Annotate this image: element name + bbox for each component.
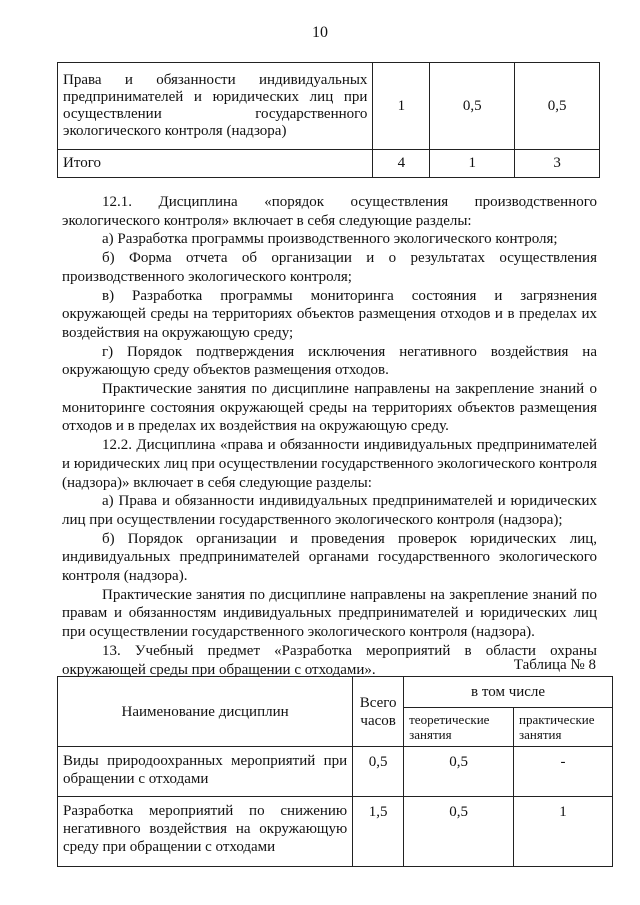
- column-header-theory: теоретические занятия: [404, 708, 514, 747]
- theory-hours-cell: 0,5: [404, 747, 514, 797]
- practice-hours-cell: 3: [515, 150, 600, 178]
- practice-hours-cell: -: [514, 747, 613, 797]
- table-header-row: [58, 677, 613, 708]
- theory-hours-cell: 0,5: [430, 63, 515, 150]
- table-row: [58, 63, 600, 150]
- column-header-total: Всего часов: [353, 677, 404, 747]
- theory-hours-cell: 1: [430, 150, 515, 178]
- list-item: а) Разработка программы производственного экологического контроля;: [102, 231, 558, 248]
- practice-hours-cell: 0,5: [515, 63, 600, 150]
- total-label-cell: Итого: [58, 150, 373, 178]
- list-item: а) Права и обязанности индивидуальных предпринимателей и юридических лиц при осуществлении государственного экологического контроля (надзора);: [62, 493, 597, 528]
- discipline-name-cell: Права и обязанности индивидуальных предпринимателей и юридических лиц при осуществлении государственного экологического контроля (надзора): [58, 63, 373, 150]
- practice-hours-cell: 1: [514, 797, 613, 867]
- total-hours-cell: 0,5: [353, 747, 404, 797]
- page-number: 10: [312, 24, 328, 41]
- table-row-total: [58, 150, 600, 178]
- list-item: б) Порядок организации и проведения проверок юридических лиц, индивидуальных предпринимателей органами государственного экологического контроля (надзора).: [62, 530, 597, 585]
- section-13-paragraph: 13. Учебный предмет «Разработка мероприятий в области охраны окружающей среды при обращении с отходами».: [62, 642, 597, 678]
- hours-table-continued: [57, 62, 600, 178]
- list-item: б) Форма отчета об организации и о результатах осуществления производственного экологического контроля;: [62, 250, 597, 285]
- practice-paragraph: Практические занятия по дисциплине направлены на закрепление знаний по правам и обязанностям индивидуальных предпринимателей и юридических лиц при осуществлении государственного экологического контроля (надзора).: [62, 586, 597, 641]
- section-12-1-paragraph: 12.1. Дисциплина «порядок осуществления производственного экологического контроля» включает в себя следующие разделы:: [62, 194, 597, 229]
- total-hours-cell: 1: [373, 63, 430, 150]
- column-header-name: Наименование дисциплин: [58, 677, 353, 747]
- section-12-2-paragraph: 12.2. Дисциплина «права и обязанности индивидуальных предпринимателей и юридических лиц при осуществлении государственного экологического контроля (надзора)» включает в себя следующие разделы:: [62, 437, 597, 491]
- list-item: г) Порядок подтверждения исключения негативного воздействия на окружающую среду объектов размещения отходов.: [62, 343, 597, 379]
- discipline-name-cell: Виды природоохранных мероприятий при обращении с отходами: [58, 747, 353, 797]
- body-text: [62, 193, 597, 679]
- practice-paragraph: Практические занятия по дисциплине направлены на закрепление знаний о мониторинге состояния окружающей среды на территориях объектов размещения отходов и в пределах их воздействия на окружающую среду.: [62, 381, 597, 435]
- table-row: [58, 747, 613, 797]
- theory-hours-cell: 0,5: [404, 797, 514, 867]
- total-hours-cell: 1,5: [353, 797, 404, 867]
- discipline-name-cell: Разработка мероприятий по снижению негативного воздействия на окружающую среду при обращении с отходами: [58, 797, 353, 867]
- total-hours-cell: 4: [373, 150, 430, 178]
- list-item: в) Разработка программы мониторинга состояния и загрязнения окружающей среды на территориях объектов размещения отходов и в пределах их воздействия на окружающую среду;: [62, 287, 597, 341]
- hours-table-8: [57, 676, 613, 867]
- table-caption: Таблица № 8: [513, 657, 596, 673]
- table-row: [58, 797, 613, 867]
- column-header-practice: практические занятия: [514, 708, 613, 747]
- column-header-including: в том числе: [404, 677, 613, 708]
